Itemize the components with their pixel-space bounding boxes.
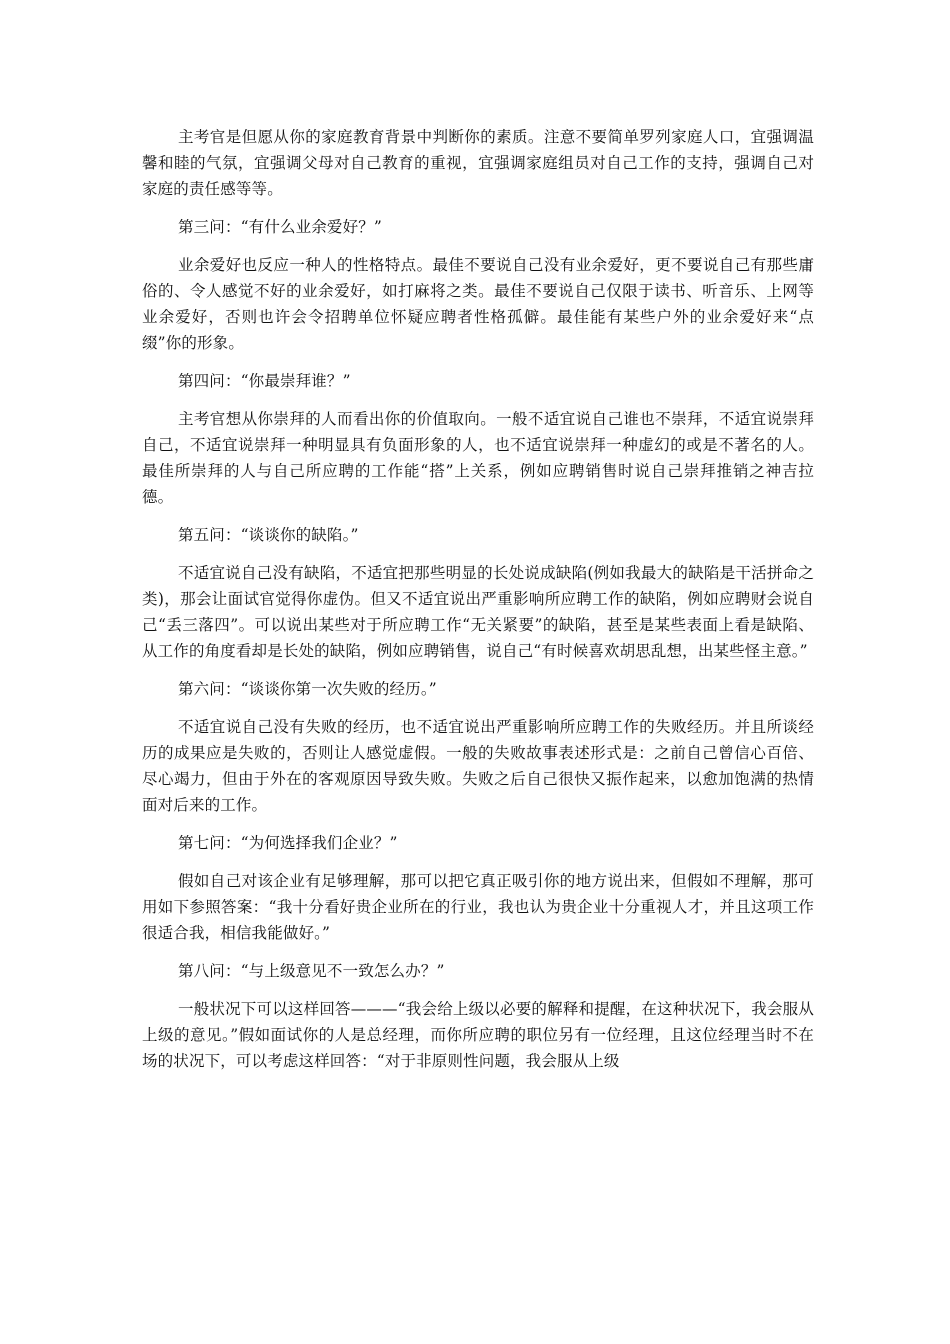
document-page	[142, 124, 814, 1086]
question-7-heading: 第七问：“为何选择我们企业？”	[178, 834, 398, 852]
answer-6-paragraph: 不适宜说自己没有失败的经历，也不适宜说出严重影响所应聘工作的失败经历。并且所谈经历的成果应是失败的，否则让人感觉虚假。一般的失败故事表述形式是：之前自己曾信心百倍、尽心竭力，但由于外在的客观原因导致失败。失败之后自己很快又振作起来，以愈加饱满的热情面对后来的工作。	[142, 718, 814, 814]
answer-4-paragraph: 主考官想从你崇拜的人而看出你的价值取向。一般不适宜说自己谁也不崇拜，不适宜说崇拜自己，不适宜说崇拜一种明显具有负面形象的人，也不适宜说崇拜一种虚幻的或是不著名的人。最佳所崇拜的人与自己所应聘的工作能“搭”上关系，例如应聘销售时说自己崇拜推销之神吉拉德。	[142, 410, 814, 506]
answer-3-paragraph: 业余爱好也反应一种人的性格特点。最佳不要说自己没有业余爱好，更不要说自己有那些庸俗的、令人感觉不好的业余爱好，如打麻将之类。最佳不要说自己仅限于读书、听音乐、上网等业余爱好，否则也许会令招聘单位怀疑应聘者性格孤僻。最佳能有某些户外的业余爱好来“点缀”你的形象。	[142, 256, 814, 352]
answer-8-paragraph: 一般状况下可以这样回答———“我会给上级以必要的解释和提醒，在这种状况下，我会服从上级的意见。”假如面试你的人是总经理，而你所应聘的职位另有一位经理，且这位经理当时不在场的状况下，可以考虑这样回答：“对于非原则性问题，我会服从上级	[142, 1000, 814, 1070]
paragraph-family-background: 主考官是但愿从你的家庭教育背景中判断你的素质。注意不要简单罗列家庭人口，宜强调温馨和睦的气氛，宜强调父母对自己教育的重视，宜强调家庭组员对自己工作的支持，强调自己对家庭的责任感等等。	[142, 128, 814, 198]
answer-7-paragraph: 假如自己对该企业有足够理解，那可以把它真正吸引你的地方说出来，但假如不理解，那可用如下参照答案：“我十分看好贵企业所在的行业，我也认为贵企业十分重视人才，并且这项工作很适合我，相信我能做好。”	[142, 872, 814, 942]
question-4-heading: 第四问：“你最崇拜谁？”	[178, 372, 351, 390]
question-3-heading: 第三问：“有什么业余爱好？”	[178, 218, 382, 236]
question-6-heading: 第六问：“谈谈你第一次失败的经历。”	[178, 680, 437, 698]
question-8-heading: 第八问：“与上级意见不一致怎么办？”	[178, 962, 445, 980]
question-5-heading: 第五问：“谈谈你的缺陷。”	[178, 526, 359, 544]
answer-5-paragraph: 不适宜说自己没有缺陷，不适宜把那些明显的长处说成缺陷(例如我最大的缺陷是干活拼命之类)，那会让面试官觉得你虚伪。但又不适宜说出严重影响所应聘工作的缺陷，例如应聘财会说自己“丢三落四”。可以说出某些对于所应聘工作“无关紧要”的缺陷，甚至是某些表面上看是缺陷、从工作的角度看却是长处的缺陷，例如应聘销售，说自己“有时候喜欢胡思乱想，出某些怪主意。”	[142, 564, 814, 660]
